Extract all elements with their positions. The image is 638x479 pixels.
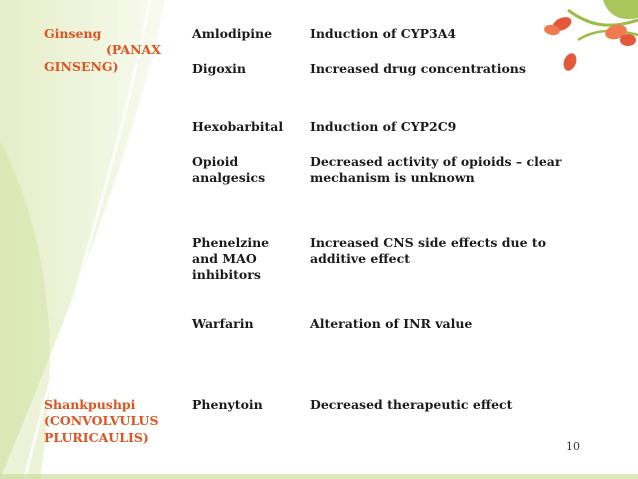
herb-name: (CONVOLVULUS xyxy=(44,413,159,428)
tulip-flowers-decoration xyxy=(528,0,638,80)
interaction-effect: Induction of CYP2C9 xyxy=(310,119,457,134)
herb-name: PLURICAULIS) xyxy=(44,430,149,445)
drug-name: Digoxin xyxy=(192,61,246,76)
herb-name: Shankpushpi xyxy=(44,397,136,412)
herb-name: Ginseng xyxy=(44,26,102,41)
drug-name: Opioid xyxy=(192,154,239,169)
herb-name: (PANAX xyxy=(106,42,161,57)
drug-name: Hexobarbital xyxy=(192,119,284,134)
herb-name: GINSENG) xyxy=(44,59,119,74)
drug-name: Amlodipine xyxy=(192,26,273,41)
interaction-effect: mechanism is unknown xyxy=(310,170,475,185)
interaction-effect: additive effect xyxy=(310,251,410,266)
interaction-effect: Increased CNS side effects due to xyxy=(310,235,547,250)
drug-name: and MAO xyxy=(192,251,257,266)
interaction-effect: Increased drug concentrations xyxy=(310,61,526,76)
interaction-effect: Induction of CYP3A4 xyxy=(310,26,457,41)
page-number: 10 xyxy=(566,440,580,453)
drug-name: Phenytoin xyxy=(192,397,263,412)
drug-name: analgesics xyxy=(192,170,266,185)
interaction-effect: Alteration of INR value xyxy=(310,316,473,331)
drug-name: Warfarin xyxy=(192,316,254,331)
interaction-effect: Decreased therapeutic effect xyxy=(310,397,513,412)
drug-name: Phenelzine xyxy=(192,235,270,250)
interaction-effect: Decreased activity of opioids – clear xyxy=(310,154,562,169)
drug-name: inhibitors xyxy=(192,267,261,282)
